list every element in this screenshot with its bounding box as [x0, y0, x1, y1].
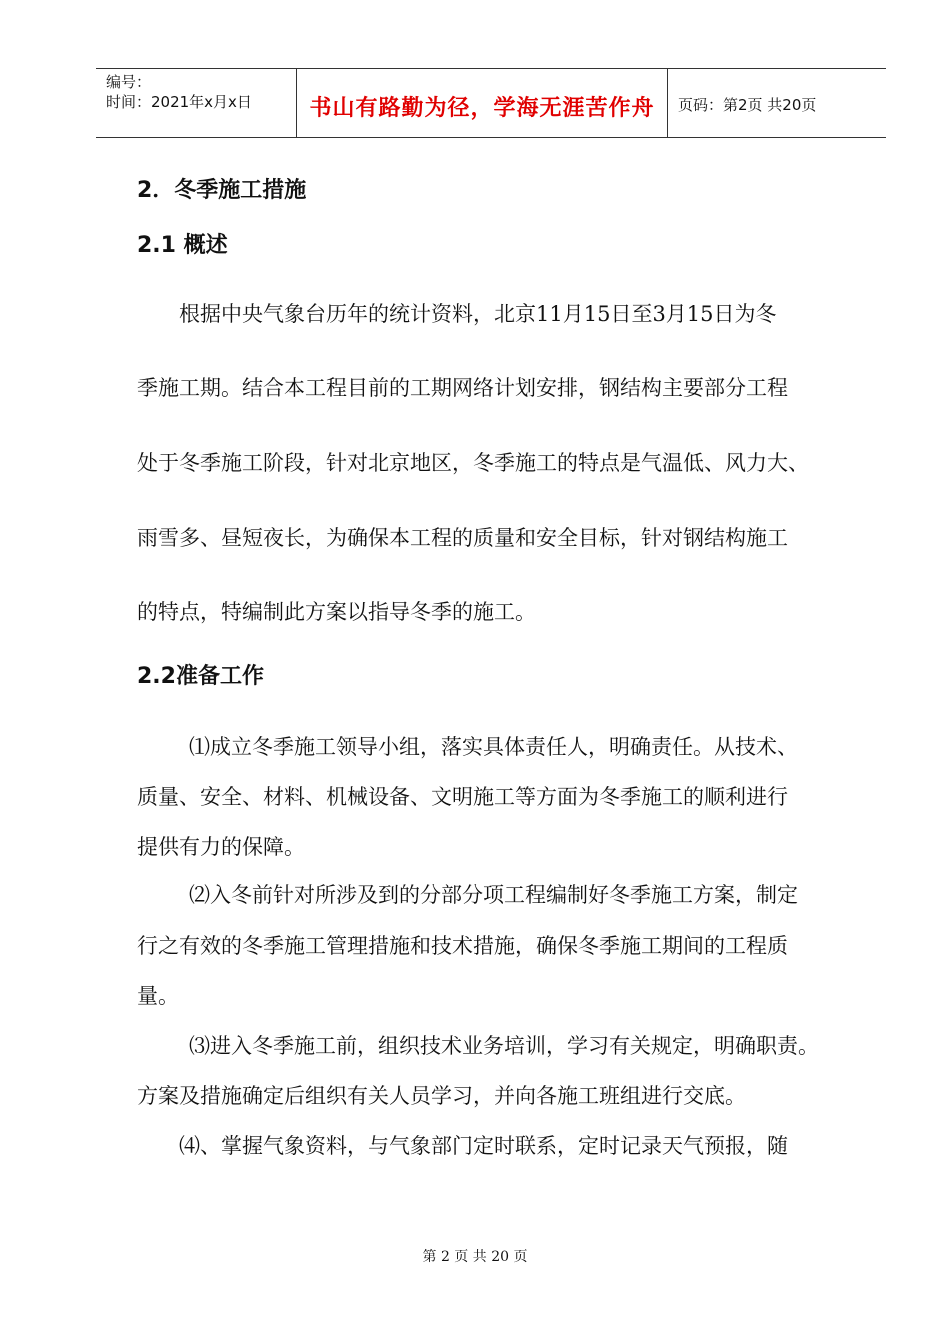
prep-item-1-line-2: 质量、安全、材料、机械设备、文明施工等方面为冬季施工的顺利进行: [137, 785, 788, 809]
header-motto: 书山有路勤为径，学海无涯苦作舟: [309, 96, 655, 121]
header-motto-cell: [297, 69, 668, 137]
header-left-cell: [96, 69, 297, 137]
prep-item-2-line-2: 行之有效的冬季施工管理措施和技术措施，确保冬季施工期间的工程质: [137, 934, 788, 958]
prep-item-3-line-1: ⑶进入冬季施工前，组织技术业务培训，学习有关规定，明确职责。: [189, 1034, 819, 1058]
prep-item-4-line-1: ⑷、掌握气象资料，与气象部门定时联系，定时记录天气预报，随: [179, 1134, 788, 1158]
prep-item-2-line-3: 量。: [137, 984, 179, 1008]
page-header: [96, 68, 886, 138]
overview-line-1: 根据中央气象台历年的统计资料，北京11月15日至3月15日为冬: [179, 302, 777, 326]
document-time-label: 时间：2021年x月x日: [106, 93, 252, 111]
prep-item-3-line-2: 方案及措施确定后组织有关人员学习，并向各施工班组进行交底。: [137, 1084, 746, 1108]
overview-line-4: 雨雪多、昼短夜长，为确保本工程的质量和安全目标，针对钢结构施工: [137, 526, 788, 550]
overview-line-2: 季施工期。结合本工程目前的工期网络计划安排，钢结构主要部分工程: [137, 376, 788, 400]
overview-line-5: 的特点，特编制此方案以指导冬季的施工。: [137, 600, 536, 624]
header-right-cell: [668, 69, 886, 137]
section-2-2-title: 2.2准备工作: [137, 664, 264, 689]
overview-line-3: 处于冬季施工阶段，针对北京地区，冬季施工的特点是气温低、风力大、: [137, 451, 809, 475]
document-code-label: 编号：: [106, 73, 152, 91]
section-2-title: 2．冬季施工措施: [137, 178, 307, 203]
prep-item-1-line-3: 提供有力的保障。: [137, 835, 305, 859]
page-footer: 第 2 页 共 20 页: [422, 1249, 528, 1265]
header-page-number: 页码：第2页 共20页: [678, 96, 817, 114]
section-2-1-title: 2.1 概述: [137, 233, 228, 258]
prep-item-1-line-1: ⑴成立冬季施工领导小组，落实具体责任人，明确责任。从技术、: [189, 735, 798, 759]
prep-item-2-line-1: ⑵入冬前针对所涉及到的分部分项工程编制好冬季施工方案，制定: [189, 883, 798, 907]
